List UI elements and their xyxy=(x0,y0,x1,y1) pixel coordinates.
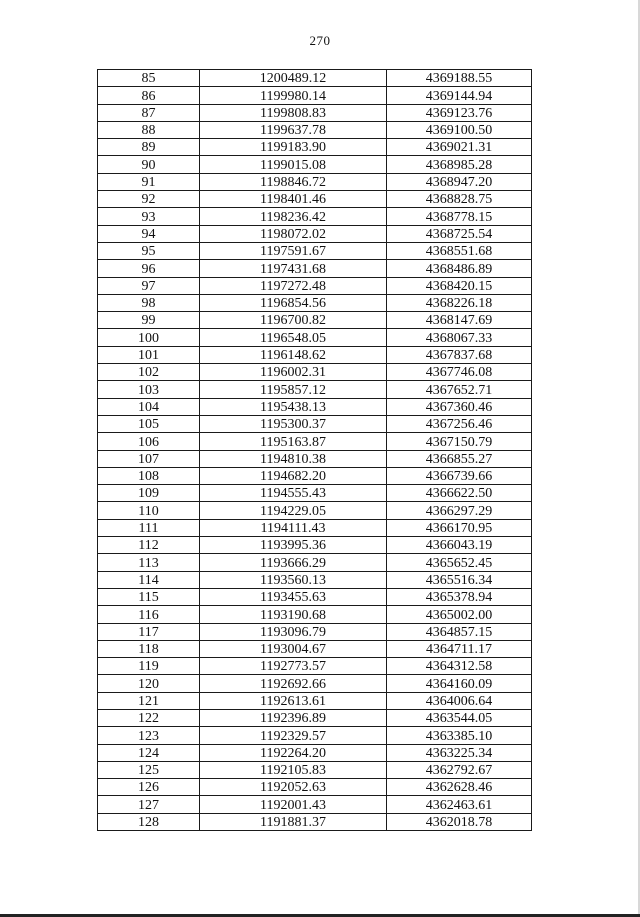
table-row xyxy=(98,329,532,346)
table-row xyxy=(98,208,532,225)
x-coordinate-cell: 1192329.57 xyxy=(200,727,387,744)
y-coordinate-cell: 4369100.50 xyxy=(387,121,532,138)
point-number-cell: 87 xyxy=(98,104,200,121)
x-coordinate-cell: 1198236.42 xyxy=(200,208,387,225)
x-coordinate-cell: 1199183.90 xyxy=(200,139,387,156)
point-number-cell: 117 xyxy=(98,623,200,640)
x-coordinate-cell: 1198846.72 xyxy=(200,173,387,190)
point-number-cell: 94 xyxy=(98,225,200,242)
table-row xyxy=(98,485,532,502)
table-body xyxy=(98,70,532,831)
table-row xyxy=(98,779,532,796)
point-number-cell: 121 xyxy=(98,692,200,709)
x-coordinate-cell: 1194810.38 xyxy=(200,450,387,467)
point-number-cell: 93 xyxy=(98,208,200,225)
table-row xyxy=(98,675,532,692)
table-row xyxy=(98,761,532,778)
point-number-cell: 98 xyxy=(98,294,200,311)
y-coordinate-cell: 4369123.76 xyxy=(387,104,532,121)
x-coordinate-cell: 1199808.83 xyxy=(200,104,387,121)
point-number-cell: 96 xyxy=(98,260,200,277)
x-coordinate-cell: 1194682.20 xyxy=(200,467,387,484)
table-row xyxy=(98,588,532,605)
y-coordinate-cell: 4364312.58 xyxy=(387,658,532,675)
table-row xyxy=(98,260,532,277)
point-number-cell: 109 xyxy=(98,485,200,502)
x-coordinate-cell: 1192692.66 xyxy=(200,675,387,692)
point-number-cell: 126 xyxy=(98,779,200,796)
y-coordinate-cell: 4368486.89 xyxy=(387,260,532,277)
x-coordinate-cell: 1192613.61 xyxy=(200,692,387,709)
table-row xyxy=(98,709,532,726)
y-coordinate-cell: 4367746.08 xyxy=(387,364,532,381)
x-coordinate-cell: 1193995.36 xyxy=(200,537,387,554)
x-coordinate-cell: 1192052.63 xyxy=(200,779,387,796)
point-number-cell: 97 xyxy=(98,277,200,294)
point-number-cell: 127 xyxy=(98,796,200,813)
x-coordinate-cell: 1194229.05 xyxy=(200,502,387,519)
x-coordinate-cell: 1197431.68 xyxy=(200,260,387,277)
point-number-cell: 105 xyxy=(98,415,200,432)
point-number-cell: 120 xyxy=(98,675,200,692)
table-row xyxy=(98,433,532,450)
y-coordinate-cell: 4369188.55 xyxy=(387,70,532,87)
x-coordinate-cell: 1199015.08 xyxy=(200,156,387,173)
x-coordinate-cell: 1198401.46 xyxy=(200,191,387,208)
table-row xyxy=(98,104,532,121)
point-number-cell: 108 xyxy=(98,467,200,484)
y-coordinate-cell: 4362463.61 xyxy=(387,796,532,813)
point-number-cell: 89 xyxy=(98,139,200,156)
y-coordinate-cell: 4368725.54 xyxy=(387,225,532,242)
point-number-cell: 118 xyxy=(98,640,200,657)
y-coordinate-cell: 4367360.46 xyxy=(387,398,532,415)
point-number-cell: 100 xyxy=(98,329,200,346)
y-coordinate-cell: 4366170.95 xyxy=(387,519,532,536)
x-coordinate-cell: 1200489.12 xyxy=(200,70,387,87)
point-number-cell: 114 xyxy=(98,571,200,588)
y-coordinate-cell: 4368551.68 xyxy=(387,242,532,259)
x-coordinate-cell: 1193666.29 xyxy=(200,554,387,571)
y-coordinate-cell: 4368947.20 xyxy=(387,173,532,190)
table-row xyxy=(98,415,532,432)
y-coordinate-cell: 4368420.15 xyxy=(387,277,532,294)
point-number-cell: 123 xyxy=(98,727,200,744)
table-row xyxy=(98,796,532,813)
y-coordinate-cell: 4368226.18 xyxy=(387,294,532,311)
y-coordinate-cell: 4368778.15 xyxy=(387,208,532,225)
x-coordinate-cell: 1193455.63 xyxy=(200,588,387,605)
table-row xyxy=(98,554,532,571)
y-coordinate-cell: 4362018.78 xyxy=(387,813,532,830)
y-coordinate-cell: 4364160.09 xyxy=(387,675,532,692)
table-row xyxy=(98,640,532,657)
point-number-cell: 115 xyxy=(98,588,200,605)
y-coordinate-cell: 4362628.46 xyxy=(387,779,532,796)
y-coordinate-cell: 4364711.17 xyxy=(387,640,532,657)
point-number-cell: 113 xyxy=(98,554,200,571)
x-coordinate-cell: 1195438.13 xyxy=(200,398,387,415)
point-number-cell: 99 xyxy=(98,312,200,329)
table-row xyxy=(98,173,532,190)
x-coordinate-cell: 1199980.14 xyxy=(200,87,387,104)
point-number-cell: 102 xyxy=(98,364,200,381)
table-row xyxy=(98,606,532,623)
table-row xyxy=(98,156,532,173)
y-coordinate-cell: 4367256.46 xyxy=(387,415,532,432)
table-row xyxy=(98,623,532,640)
table-row xyxy=(98,537,532,554)
table-row xyxy=(98,225,532,242)
y-coordinate-cell: 4369021.31 xyxy=(387,139,532,156)
point-number-cell: 111 xyxy=(98,519,200,536)
x-coordinate-cell: 1196148.62 xyxy=(200,346,387,363)
x-coordinate-cell: 1196002.31 xyxy=(200,364,387,381)
y-coordinate-cell: 4365002.00 xyxy=(387,606,532,623)
x-coordinate-cell: 1193096.79 xyxy=(200,623,387,640)
point-number-cell: 116 xyxy=(98,606,200,623)
x-coordinate-cell: 1191881.37 xyxy=(200,813,387,830)
y-coordinate-cell: 4363544.05 xyxy=(387,709,532,726)
table-row xyxy=(98,242,532,259)
y-coordinate-cell: 4365516.34 xyxy=(387,571,532,588)
x-coordinate-cell: 1197591.67 xyxy=(200,242,387,259)
point-number-cell: 86 xyxy=(98,87,200,104)
table-row xyxy=(98,346,532,363)
point-number-cell: 125 xyxy=(98,761,200,778)
x-coordinate-cell: 1193560.13 xyxy=(200,571,387,588)
y-coordinate-cell: 4366297.29 xyxy=(387,502,532,519)
y-coordinate-cell: 4368828.75 xyxy=(387,191,532,208)
y-coordinate-cell: 4366855.27 xyxy=(387,450,532,467)
table-row xyxy=(98,191,532,208)
point-number-cell: 92 xyxy=(98,191,200,208)
point-number-cell: 104 xyxy=(98,398,200,415)
x-coordinate-cell: 1197272.48 xyxy=(200,277,387,294)
point-number-cell: 122 xyxy=(98,709,200,726)
table-row xyxy=(98,571,532,588)
x-coordinate-cell: 1196700.82 xyxy=(200,312,387,329)
point-number-cell: 90 xyxy=(98,156,200,173)
x-coordinate-cell: 1195300.37 xyxy=(200,415,387,432)
point-number-cell: 112 xyxy=(98,537,200,554)
y-coordinate-cell: 4365378.94 xyxy=(387,588,532,605)
table-row xyxy=(98,364,532,381)
x-coordinate-cell: 1194555.43 xyxy=(200,485,387,502)
y-coordinate-cell: 4363225.34 xyxy=(387,744,532,761)
table-row xyxy=(98,139,532,156)
table-row xyxy=(98,813,532,830)
table-row xyxy=(98,398,532,415)
table-row xyxy=(98,692,532,709)
y-coordinate-cell: 4366043.19 xyxy=(387,537,532,554)
point-number-cell: 110 xyxy=(98,502,200,519)
y-coordinate-cell: 4367837.68 xyxy=(387,346,532,363)
x-coordinate-cell: 1193190.68 xyxy=(200,606,387,623)
y-coordinate-cell: 4363385.10 xyxy=(387,727,532,744)
table-row xyxy=(98,744,532,761)
point-number-cell: 119 xyxy=(98,658,200,675)
table-row xyxy=(98,277,532,294)
point-number-cell: 128 xyxy=(98,813,200,830)
x-coordinate-cell: 1192773.57 xyxy=(200,658,387,675)
y-coordinate-cell: 4366622.50 xyxy=(387,485,532,502)
x-coordinate-cell: 1194111.43 xyxy=(200,519,387,536)
coordinates-table xyxy=(97,69,532,831)
point-number-cell: 88 xyxy=(98,121,200,138)
y-coordinate-cell: 4364857.15 xyxy=(387,623,532,640)
point-number-cell: 95 xyxy=(98,242,200,259)
page-number: 270 xyxy=(309,33,331,48)
table-row xyxy=(98,727,532,744)
x-coordinate-cell: 1192264.20 xyxy=(200,744,387,761)
x-coordinate-cell: 1195163.87 xyxy=(200,433,387,450)
point-number-cell: 107 xyxy=(98,450,200,467)
y-coordinate-cell: 4368147.69 xyxy=(387,312,532,329)
point-number-cell: 106 xyxy=(98,433,200,450)
table-row xyxy=(98,312,532,329)
table-row xyxy=(98,658,532,675)
table-row xyxy=(98,381,532,398)
y-coordinate-cell: 4367652.71 xyxy=(387,381,532,398)
x-coordinate-cell: 1196854.56 xyxy=(200,294,387,311)
point-number-cell: 124 xyxy=(98,744,200,761)
y-coordinate-cell: 4364006.64 xyxy=(387,692,532,709)
point-number-cell: 91 xyxy=(98,173,200,190)
x-coordinate-cell: 1195857.12 xyxy=(200,381,387,398)
table-row xyxy=(98,294,532,311)
y-coordinate-cell: 4365652.45 xyxy=(387,554,532,571)
y-coordinate-cell: 4368985.28 xyxy=(387,156,532,173)
point-number-cell: 103 xyxy=(98,381,200,398)
x-coordinate-cell: 1192396.89 xyxy=(200,709,387,726)
x-coordinate-cell: 1198072.02 xyxy=(200,225,387,242)
y-coordinate-cell: 4368067.33 xyxy=(387,329,532,346)
table-row xyxy=(98,121,532,138)
x-coordinate-cell: 1196548.05 xyxy=(200,329,387,346)
x-coordinate-cell: 1192105.83 xyxy=(200,761,387,778)
table-row xyxy=(98,502,532,519)
x-coordinate-cell: 1193004.67 xyxy=(200,640,387,657)
point-number-cell: 85 xyxy=(98,70,200,87)
table-row xyxy=(98,467,532,484)
point-number-cell: 101 xyxy=(98,346,200,363)
x-coordinate-cell: 1199637.78 xyxy=(200,121,387,138)
x-coordinate-cell: 1192001.43 xyxy=(200,796,387,813)
y-coordinate-cell: 4369144.94 xyxy=(387,87,532,104)
y-coordinate-cell: 4367150.79 xyxy=(387,433,532,450)
table-row xyxy=(98,87,532,104)
table-row xyxy=(98,450,532,467)
y-coordinate-cell: 4362792.67 xyxy=(387,761,532,778)
y-coordinate-cell: 4366739.66 xyxy=(387,467,532,484)
table-row xyxy=(98,70,532,87)
table-row xyxy=(98,519,532,536)
